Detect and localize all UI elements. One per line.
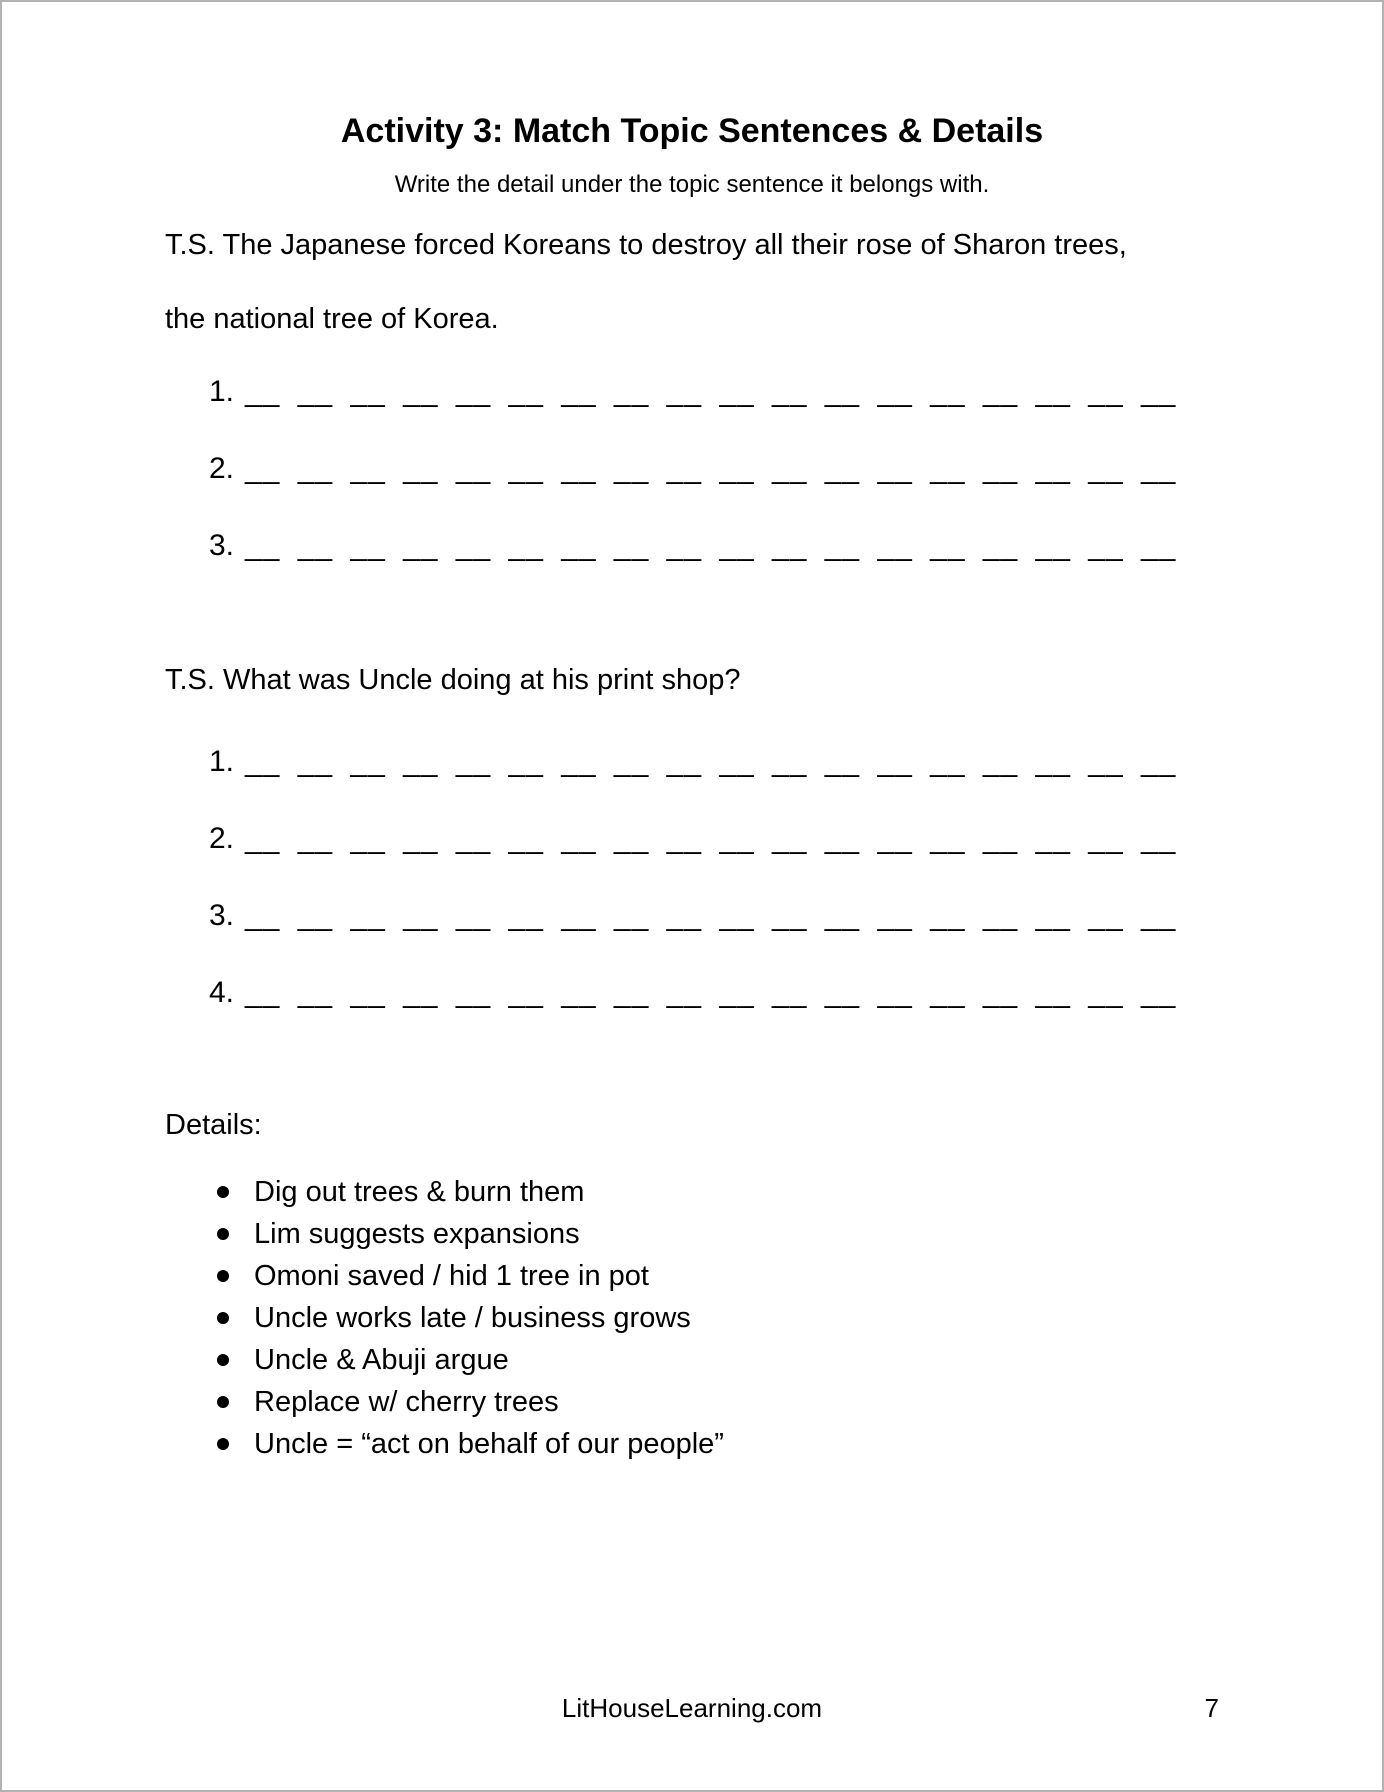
blank-line: __ __ __ __ __ __ __ __ __ __ __ __ __ __ __ __ __ __ xyxy=(245,452,1177,485)
detail-item xyxy=(217,1297,1262,1339)
blank-line: __ __ __ __ __ __ __ __ __ __ __ __ __ __ __ __ __ __ xyxy=(245,822,1177,855)
page-subtitle: Write the detail under the topic sentence it belongs with. xyxy=(394,171,990,198)
blank-number: 3. xyxy=(209,899,235,932)
page-title: Activity 3: Match Topic Sentences & Details xyxy=(340,112,1044,150)
answer-blank-row xyxy=(209,954,1282,1031)
detail-item-label: Uncle & Abuji argue xyxy=(254,1344,509,1376)
bullet-icon xyxy=(217,1438,229,1450)
detail-item-label: Uncle works late / business grows xyxy=(254,1302,691,1334)
detail-item xyxy=(217,1339,1262,1381)
bullet-icon xyxy=(217,1396,229,1408)
details-label: Details: xyxy=(165,1109,262,1141)
blank-line: __ __ __ __ __ __ __ __ __ __ __ __ __ __ __ __ __ __ xyxy=(245,745,1177,778)
footer-site-text: LitHouseLearning.com xyxy=(561,1693,823,1723)
topic-sentence-line: T.S. The Japanese forced Koreans to destroy all their rose of Sharon trees, xyxy=(165,229,1127,261)
topic-sentence-line: T.S. What was Uncle doing at his print shop? xyxy=(165,664,741,696)
topic-sentence-1 xyxy=(165,208,1262,356)
topic-sentence-2 xyxy=(165,662,1262,698)
bullet-icon xyxy=(217,1354,229,1366)
detail-item-label: Lim suggests expansions xyxy=(254,1218,580,1250)
blank-number: 2. xyxy=(209,452,235,485)
detail-item xyxy=(217,1423,1262,1465)
answer-blank-row xyxy=(209,430,1282,507)
answer-blank-row xyxy=(209,877,1282,954)
detail-item xyxy=(217,1171,1262,1213)
blank-number: 4. xyxy=(209,976,235,1009)
answer-blanks-1 xyxy=(209,353,1282,584)
answer-blank-row xyxy=(209,353,1282,430)
detail-item xyxy=(217,1255,1262,1297)
bullet-icon xyxy=(217,1312,229,1324)
detail-item xyxy=(217,1381,1262,1423)
bullet-icon xyxy=(217,1270,229,1282)
answer-blank-row xyxy=(209,507,1282,584)
bullet-icon xyxy=(217,1186,229,1198)
blank-number: 1. xyxy=(209,375,235,408)
detail-item-label: Dig out trees & burn them xyxy=(254,1176,585,1208)
blank-line: __ __ __ __ __ __ __ __ __ __ __ __ __ __ __ __ __ __ xyxy=(245,976,1177,1009)
blank-line: __ __ __ __ __ __ __ __ __ __ __ __ __ __ __ __ __ __ xyxy=(245,529,1177,562)
page-footer xyxy=(165,1692,1219,1724)
footer-page-number: 7 xyxy=(1204,1693,1219,1723)
blank-number: 1. xyxy=(209,745,235,778)
blank-line: __ __ __ __ __ __ __ __ __ __ __ __ __ __ __ __ __ __ xyxy=(245,375,1177,408)
detail-item xyxy=(217,1213,1262,1255)
blank-line: __ __ __ __ __ __ __ __ __ __ __ __ __ __ __ __ __ __ xyxy=(245,899,1177,932)
blank-number: 2. xyxy=(209,822,235,855)
detail-item-label: Omoni saved / hid 1 tree in pot xyxy=(254,1260,649,1292)
details-list xyxy=(217,1171,1262,1465)
detail-item-label: Replace w/ cherry trees xyxy=(254,1386,559,1418)
answer-blanks-2 xyxy=(209,723,1282,1031)
blank-number: 3. xyxy=(209,529,235,562)
answer-blank-row xyxy=(209,800,1282,877)
bullet-icon xyxy=(217,1228,229,1240)
topic-sentence-line: the national tree of Korea. xyxy=(165,303,499,335)
detail-item-label: Uncle = “act on behalf of our people” xyxy=(254,1428,724,1460)
answer-blank-row xyxy=(209,723,1282,800)
